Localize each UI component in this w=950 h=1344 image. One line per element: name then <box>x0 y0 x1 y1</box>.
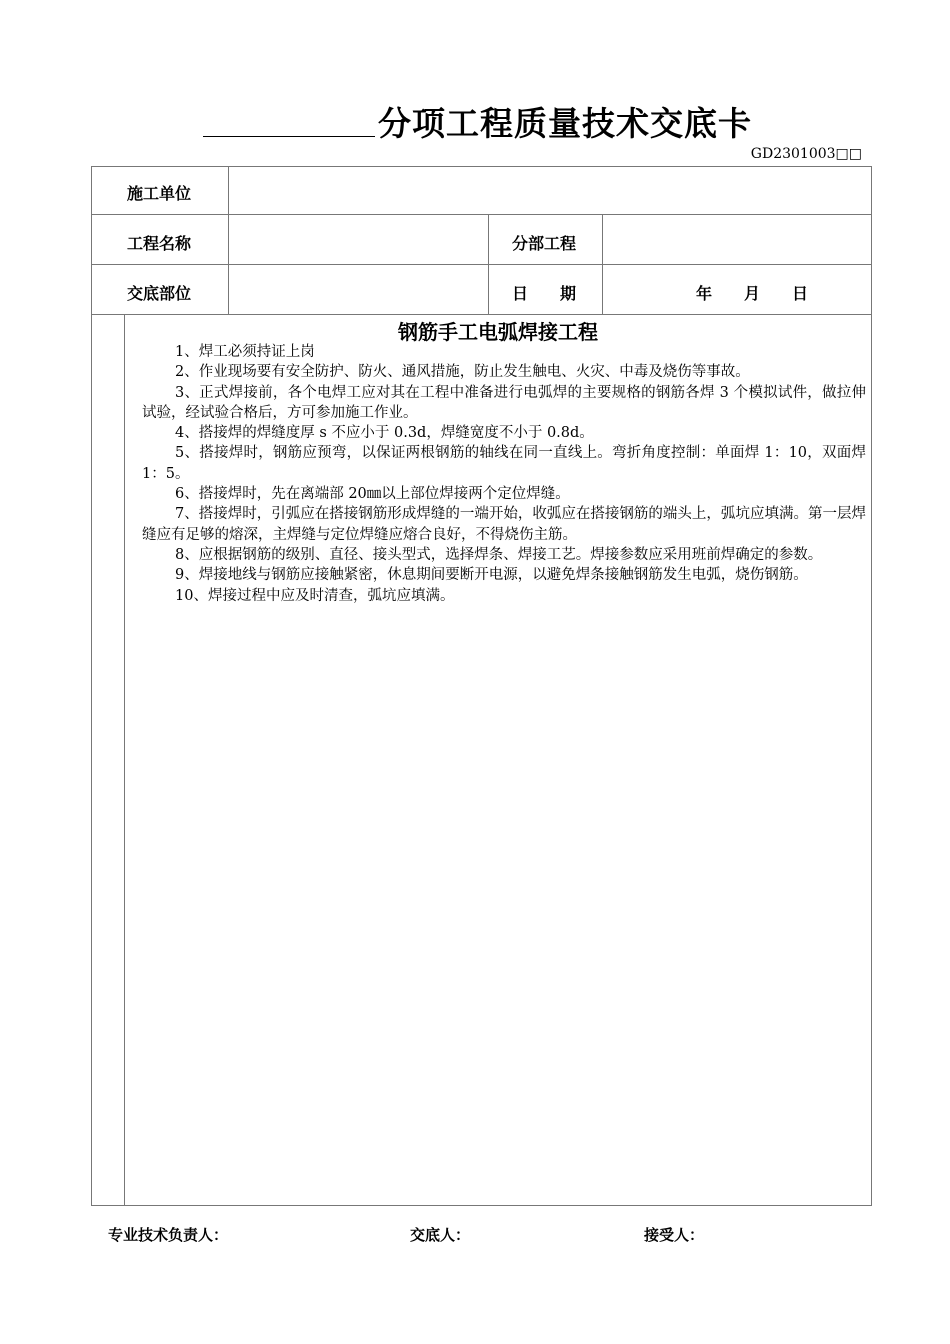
receiver-signature-label: 接受人： <box>644 1226 705 1244</box>
project-name-label: 工程名称 <box>127 234 192 253</box>
content-body <box>142 342 866 606</box>
sub-project-label: 分部工程 <box>512 234 577 253</box>
paragraph: 3、正式焊接前，各个电焊工应对其在工程中准备进行电弧焊的主要规格的钢筋各焊 3 个模拟试件，做拉伸试验，经试验合格后，方可参加施工作业。 <box>142 384 866 421</box>
content-margin-line <box>124 314 125 1206</box>
paragraph: 9、焊接地线与钢筋应接触紧密，休息期间要断开电源，以避免焊条接触钢筋发生电弧，烧伤钢筋。 <box>175 567 808 584</box>
handover-person-signature-label: 交底人： <box>410 1226 471 1244</box>
paragraph: 7、搭接焊时，引弧应在搭接钢筋形成焊缝的一端开始，收弧应在搭接钢筋的端头上，弧坑应填满。第一层焊缝应有足够的熔深，主焊缝与定位焊缝应熔合良好，不得烧伤主筋。 <box>142 506 866 543</box>
content-title: 钢筋手工电弧焊接工程 <box>398 320 598 344</box>
date-label: 日 期 <box>512 284 577 303</box>
document-code: GD2301003□□ <box>750 146 862 162</box>
title-blank-underline <box>203 136 375 137</box>
paragraph: 4、搭接焊的焊缝度厚 s 不应小于 0.3d，焊缝宽度不小于 0.8d。 <box>175 425 594 442</box>
row-divider <box>91 214 872 215</box>
paragraph: 1、焊工必须持证上岗 <box>175 344 315 360</box>
column-divider <box>602 214 603 314</box>
row-divider <box>91 314 872 315</box>
paragraph: 5、搭接焊时，钢筋应预弯，以保证两根钢筋的轴线在同一直线上。弯折角度控制：单面焊 1：10，双面焊 1：5。 <box>142 445 866 482</box>
column-divider <box>228 166 229 314</box>
paragraph: 2、作业现场要有安全防护、防火、通风措施，防止发生触电、火灾、中毒及烧伤等事故。 <box>175 364 750 381</box>
paragraph: 8、应根据钢筋的级别、直径、接头型式，选择焊条、焊接工艺。焊接参数应采用班前焊确定的参数。 <box>175 546 823 563</box>
date-value: 年 月 日 <box>696 284 809 303</box>
construction-unit-label: 施工单位 <box>127 184 192 203</box>
page-title: 分项工程质量技术交底卡 <box>378 104 752 143</box>
row-divider <box>91 264 872 265</box>
tech-lead-signature-label: 专业技术负责人： <box>108 1226 229 1244</box>
handover-part-label: 交底部位 <box>127 284 192 303</box>
paragraph: 6、搭接焊时，先在离端部 20㎜以上部位焊接两个定位焊缝。 <box>175 486 570 503</box>
paragraph: 10、焊接过程中应及时清查，弧坑应填满。 <box>175 587 455 604</box>
column-divider <box>488 214 489 314</box>
